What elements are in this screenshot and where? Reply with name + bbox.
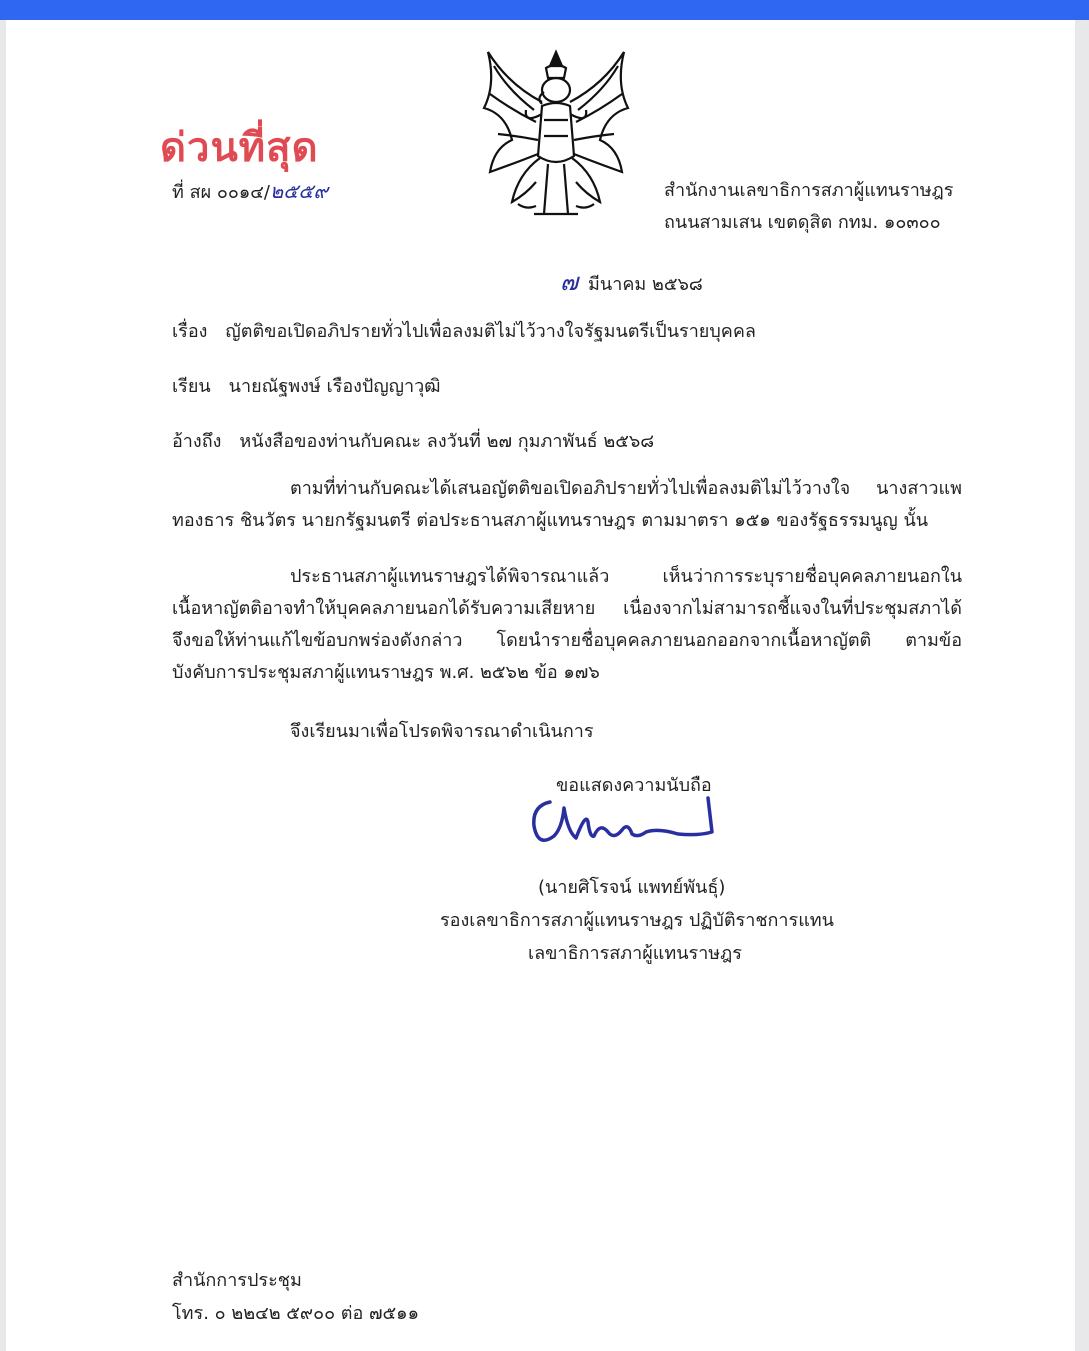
body-paragraph-3: จึงเรียนมาเพื่อโปรดพิจารณาดำเนินการ (290, 721, 594, 742)
recipient-label: เรียน (172, 376, 211, 397)
signature-icon (528, 792, 718, 862)
date-month-year: มีนาคม ๒๕๖๘ (588, 274, 703, 295)
office-name: สำนักงานเลขาธิการสภาผู้แทนราษฎร (664, 180, 954, 201)
closing-phrase: ขอแสดงความนับถือ (556, 775, 712, 796)
reference-number (172, 175, 328, 207)
reference-prefix: ที่ สผ ๐๐๑๔/ (172, 182, 270, 203)
phone-number: โทร. ๐ ๒๒๔๒ ๕๙๐๐ ต่อ ๗๕๑๑ (172, 1303, 420, 1324)
top-bar (0, 0, 1089, 20)
garuda-emblem-icon (478, 44, 634, 220)
department-name: สำนักการประชุม (172, 1270, 302, 1291)
recipient-line (172, 371, 441, 400)
subject-line (172, 316, 756, 345)
urgency-stamp: ด่วนที่สุด (160, 125, 319, 171)
signer-name: (นายศิโรจน์ แพทย์พันธุ์) (538, 877, 726, 898)
reference-number-handwritten: ๒๕๕๙ (269, 179, 329, 203)
frame-right-border (1075, 20, 1089, 1351)
recipient-name: นายณัฐพงษ์ เรืองปัญญาวุฒิ (228, 376, 441, 397)
date-day-handwritten: ๗ (560, 268, 579, 296)
reference-line (172, 426, 654, 455)
body-paragraph-2 (172, 561, 962, 689)
subject-text: ญัตติขอเปิดอภิปรายทั่วไปเพื่อลงมติไม่ไว้วางใจรัฐมนตรีเป็นรายบุคคล (225, 321, 756, 342)
subject-label: เรื่อง (172, 321, 208, 342)
signer-position-1: รองเลขาธิการสภาผู้แทนราษฎร ปฏิบัติราชการแทน (440, 910, 834, 931)
office-address: ถนนสามเสน เขตดุสิต กทม. ๑๐๓๐๐ (664, 212, 941, 233)
reference-label: อ้างถึง (172, 431, 222, 452)
paragraph-2-text: ประธานสภาผู้แทนราษฎรได้พิจารณาแล้ว เห็นว่าการระบุรายชื่อบุคคลภายนอกในเนื้อหาญัตติอาจทำให้บุคคลภายนอกได้รับความเสียหาย เนื่องจากไม่สามารถชี้แจงในที่ประชุมสภาได้ จึงขอให้ท่านแก้ไขข้อบกพร่องดังกล่าว โดยนำรายชื่อบุคคลภายนอกออกจากเนื้อหาญัตติ ตามข้อบังคับการประชุมสภาผู้แทนราษฎร พ.ศ. ๒๕๖๒ ข้อ ๑๗๖ (172, 566, 962, 683)
paragraph-1-text: ตามที่ท่านกับคณะได้เสนอญัตติขอเปิดอภิปรายทั่วไปเพื่อลงมติไม่ไว้วางใจ นางสาวแพทองธาร ชินวัตร นายกรัฐมนตรี ต่อประธานสภาผู้แทนราษฎร ตามมาตรา ๑๕๑ ของรัฐธรรมนูญ นั้น (172, 478, 962, 531)
reference-text: หนังสือของท่านกับคณะ ลงวันที่ ๒๗ กุมภาพันธ์ ๒๕๖๘ (239, 431, 655, 452)
signer-position-2: เลขาธิการสภาผู้แทนราษฎร (528, 943, 742, 964)
letter-date (560, 262, 703, 301)
body-paragraph-1 (172, 473, 962, 537)
